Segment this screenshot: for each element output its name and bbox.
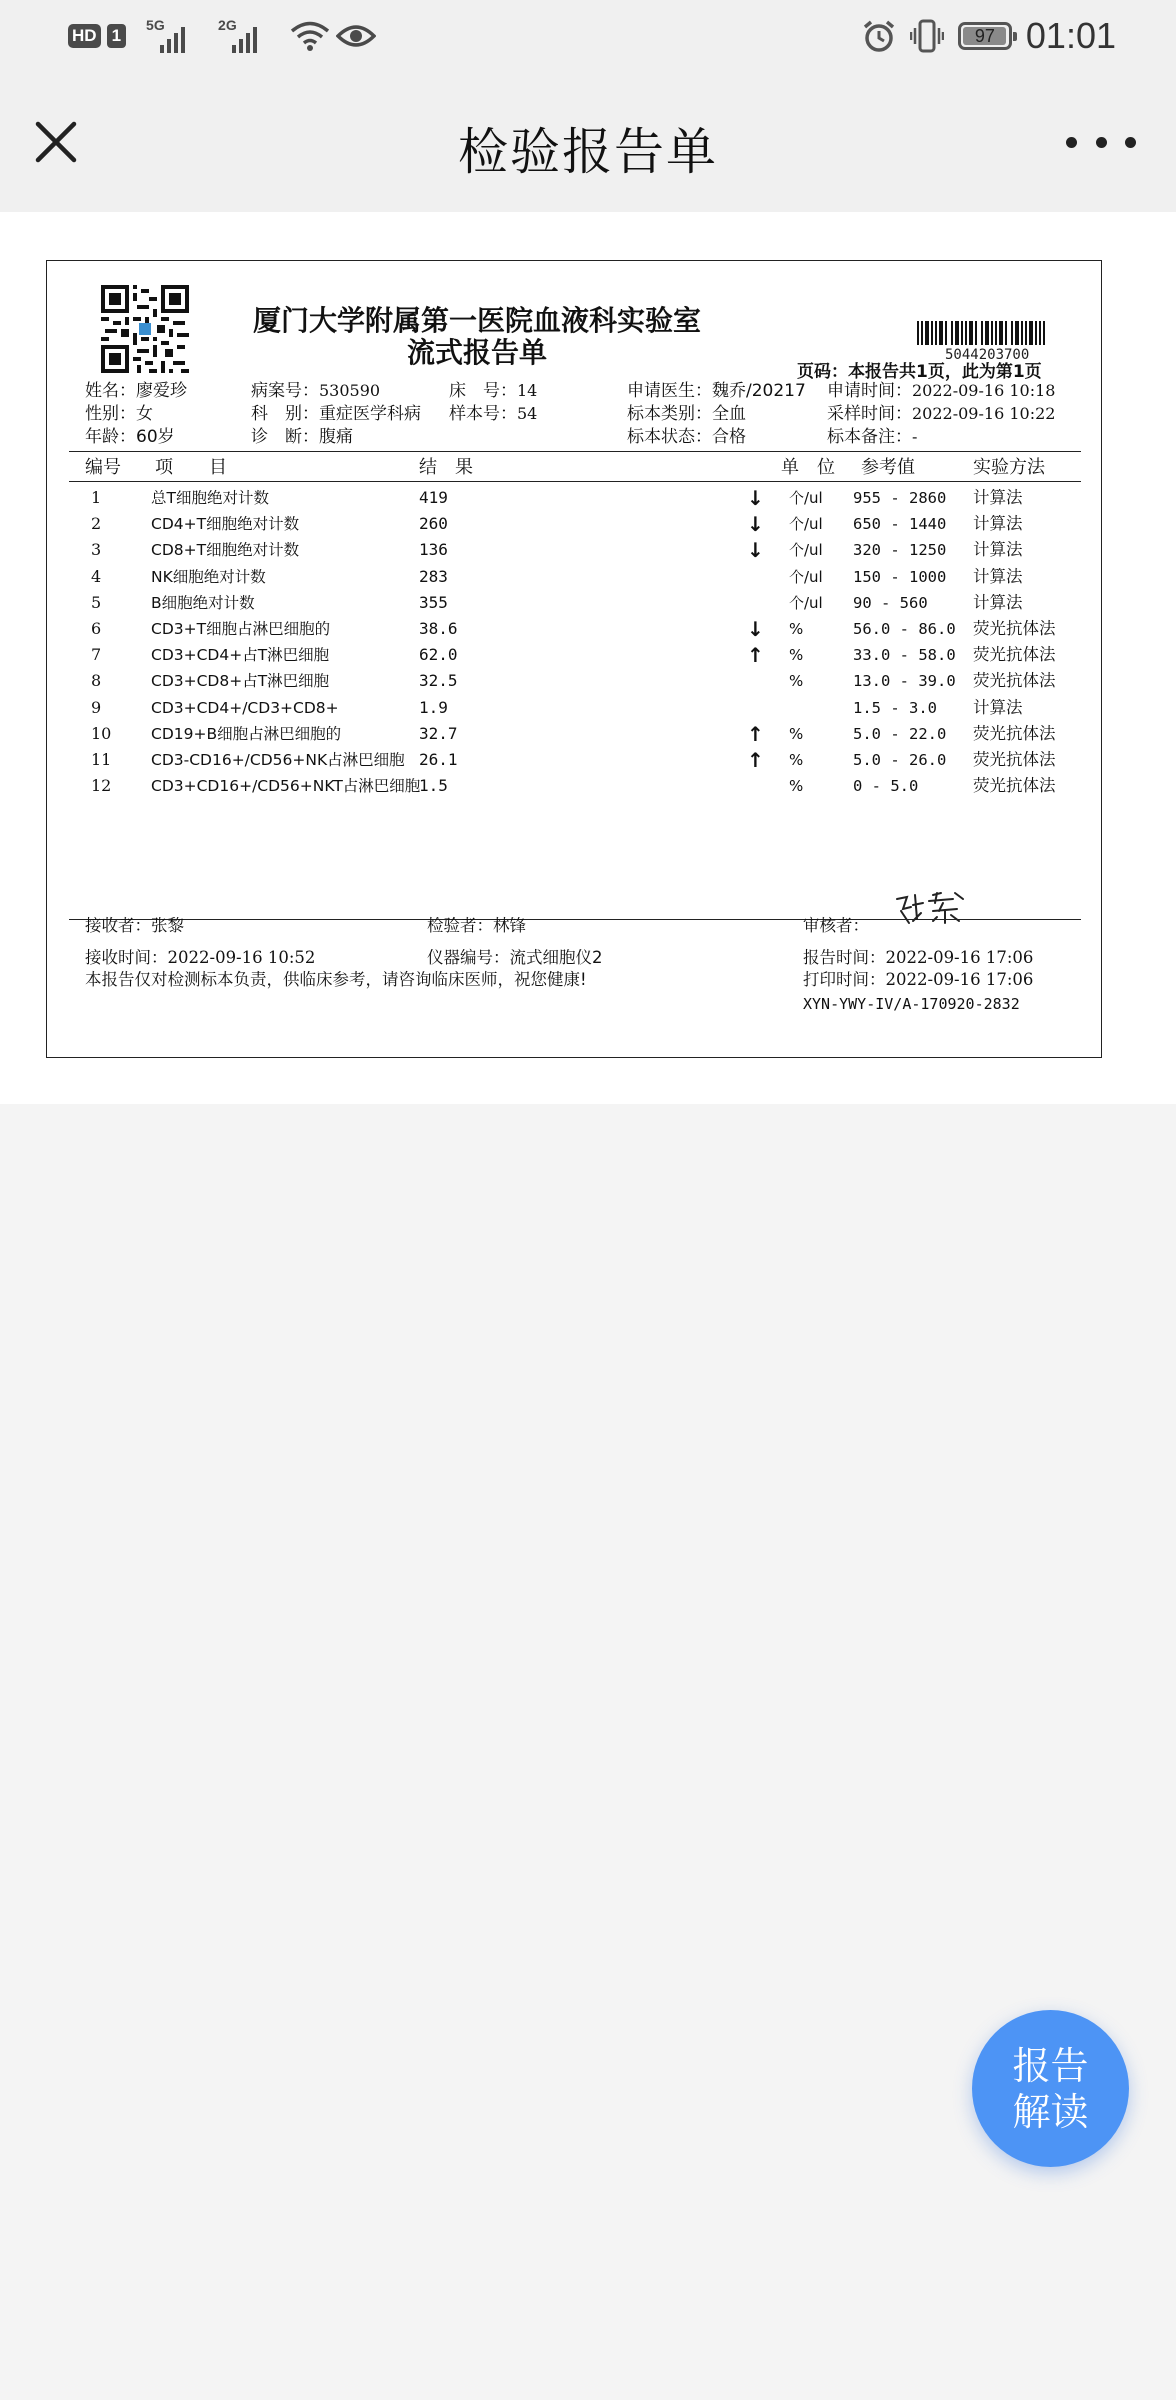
row-item: 总T细胞绝对计数	[151, 489, 269, 507]
requesting-doctor: 申请医生：魏乔/20217	[627, 381, 806, 401]
row-result: 32.5	[419, 671, 458, 690]
row-no: 6	[91, 619, 102, 638]
col-header-method: 实验方法	[973, 457, 1045, 478]
row-result: 355	[419, 593, 448, 612]
row-result: 419	[419, 488, 448, 507]
row-method: 荧光抗体法	[973, 619, 1056, 638]
col-header-unit: 单 位	[781, 457, 835, 478]
signal-5g-label: 5G	[146, 17, 165, 33]
patient-sex: 性别：女	[85, 404, 153, 424]
row-result: 1.5	[419, 776, 448, 795]
row-item: CD3+CD8+占T淋巴细胞	[151, 672, 330, 690]
row-item: CD3+CD4+/CD3+CD8+	[151, 699, 339, 717]
row-result: 26.1	[419, 750, 458, 769]
row-method: 计算法	[973, 540, 1023, 559]
table-row	[47, 747, 1103, 773]
row-method: 荧光抗体法	[973, 750, 1056, 769]
row-no: 4	[91, 567, 102, 586]
row-ref: 0 - 5.0	[853, 777, 919, 795]
row-ref: 33.0 - 58.0	[853, 646, 956, 664]
row-ref: 1.5 - 3.0	[853, 699, 937, 717]
row-result: 136	[419, 540, 448, 559]
page-info: 页码：本报告共1页，此为第1页	[797, 362, 1042, 382]
fab-label-line2: 解读	[1012, 2089, 1089, 2134]
row-flag: ↑	[747, 722, 764, 746]
row-item: CD3+CD4+占T淋巴细胞	[151, 646, 330, 664]
row-unit: %	[789, 646, 804, 664]
signal-2g-icon	[218, 19, 276, 53]
col-header-item: 项 目	[155, 457, 227, 478]
row-result: 1.9	[419, 698, 448, 717]
row-ref: 5.0 - 22.0	[853, 725, 947, 743]
row-unit: 个/ul	[789, 489, 823, 507]
table-row	[47, 642, 1103, 668]
table-row	[47, 537, 1103, 563]
row-unit: %	[789, 777, 804, 795]
row-method: 荧光抗体法	[973, 671, 1056, 690]
row-method: 计算法	[973, 488, 1023, 507]
signal-2g-label: 2G	[218, 17, 237, 33]
row-unit: 个/ul	[789, 541, 823, 559]
wifi-icon	[290, 20, 330, 52]
more-options-icon[interactable]	[1066, 122, 1136, 162]
row-item: CD19+B细胞占淋巴细胞的	[151, 725, 342, 743]
hospital-name: 厦门大学附属第一医院血液科实验室	[252, 304, 701, 337]
reviewer-signature	[893, 889, 977, 925]
report-interpretation-button[interactable]	[972, 2010, 1129, 2167]
row-result: 283	[419, 567, 448, 586]
hd-badge: HD	[68, 24, 101, 48]
col-header-ref: 参考值	[861, 457, 915, 478]
row-unit: 个/ul	[789, 515, 823, 533]
row-result: 32.7	[419, 724, 458, 743]
barcode-icon	[917, 321, 1045, 345]
table-row	[47, 668, 1103, 694]
nav-bar	[0, 72, 1176, 212]
row-ref: 90 - 560	[853, 594, 928, 612]
row-unit: 个/ul	[789, 568, 823, 586]
divider	[69, 451, 1081, 452]
col-header-no: 编号	[85, 457, 121, 478]
row-item: CD8+T细胞绝对计数	[151, 541, 300, 559]
row-flag: ↓	[747, 538, 764, 562]
row-flag: ↓	[747, 486, 764, 510]
row-no: 9	[91, 698, 102, 717]
signal-5g-icon	[146, 19, 204, 53]
specimen-status: 标本状态：合格	[627, 427, 746, 447]
row-item: NK细胞绝对计数	[151, 568, 266, 586]
row-method: 荧光抗体法	[973, 776, 1056, 795]
table-row	[47, 564, 1103, 590]
disclaimer: 本报告仅对检测标本负责，供临床参考，请咨询临床医师，祝您健康!	[85, 970, 587, 989]
alarm-icon	[862, 19, 896, 53]
row-unit: %	[789, 620, 804, 638]
barcode-number: 5044203700	[945, 347, 1030, 363]
row-method: 计算法	[973, 514, 1023, 533]
row-no: 8	[91, 671, 102, 690]
table-row	[47, 773, 1103, 799]
specimen-type: 标本类别：全血	[627, 404, 746, 424]
vibrate-icon	[910, 18, 944, 54]
document-code: XYN-YWY-IV/A-170920-2832	[803, 995, 1020, 1013]
case-number: 病案号：530590	[251, 381, 381, 401]
row-no: 3	[91, 540, 102, 559]
row-unit: 个/ul	[789, 594, 823, 612]
battery-icon	[958, 22, 1012, 50]
row-flag: ↑	[747, 748, 764, 772]
bed-number: 床 号：14	[449, 381, 538, 401]
table-row	[47, 511, 1103, 537]
battery-percent: 97	[974, 25, 995, 46]
sim-badge: 1	[107, 24, 126, 48]
row-ref: 56.0 - 86.0	[853, 620, 956, 638]
qr-code-icon	[101, 285, 189, 373]
department: 科 别：重症医学科病	[251, 404, 421, 424]
report-form-title: 流式报告单	[406, 336, 547, 369]
print-time: 打印时间：2022-09-16 17:06	[803, 970, 1034, 989]
divider	[69, 481, 1081, 482]
table-row	[47, 721, 1103, 747]
row-method: 计算法	[973, 593, 1023, 612]
table-row	[47, 695, 1103, 721]
row-flag: ↑	[747, 643, 764, 667]
report-time: 报告时间：2022-09-16 17:06	[803, 948, 1034, 967]
page-title: 检验报告单	[458, 123, 718, 181]
patient-name: 姓名：廖爱珍	[85, 381, 187, 401]
table-row	[47, 485, 1103, 511]
instrument-number: 仪器编号：流式细胞仪2	[427, 948, 603, 967]
row-result: 260	[419, 514, 448, 533]
specimen-remark: 标本备注：-	[827, 427, 918, 447]
row-item: CD3+CD16+/CD56+NKT占淋巴细胞	[151, 777, 421, 795]
row-unit: %	[789, 751, 804, 769]
row-unit: %	[789, 725, 804, 743]
receive-time: 接收时间：2022-09-16 10:52	[85, 948, 316, 967]
eye-icon	[336, 22, 376, 50]
report-viewer[interactable]	[0, 212, 1176, 1104]
row-ref: 650 - 1440	[853, 515, 947, 533]
tester: 检验者：林锋	[427, 916, 526, 935]
row-no: 1	[91, 488, 102, 507]
row-ref: 13.0 - 39.0	[853, 672, 956, 690]
receiver: 接收者：张黎	[85, 916, 184, 935]
row-no: 11	[91, 750, 112, 769]
collect-time: 采样时间：2022-09-16 10:22	[827, 404, 1056, 424]
report-document	[46, 260, 1102, 1058]
row-no: 7	[91, 645, 102, 664]
row-item: B细胞绝对计数	[151, 594, 255, 612]
row-ref: 955 - 2860	[853, 489, 947, 507]
row-result: 62.0	[419, 645, 458, 664]
reviewer: 审核者：	[803, 916, 869, 935]
row-method: 荧光抗体法	[973, 645, 1056, 664]
row-ref: 150 - 1000	[853, 568, 947, 586]
row-item: CD4+T细胞绝对计数	[151, 515, 300, 533]
row-no: 12	[91, 776, 112, 795]
apply-time: 申请时间：2022-09-16 10:18	[827, 381, 1056, 401]
row-result: 38.6	[419, 619, 458, 638]
row-method: 计算法	[973, 567, 1023, 586]
col-header-result: 结 果	[419, 457, 473, 478]
table-row	[47, 616, 1103, 642]
fab-label-line1: 报告	[1012, 2043, 1089, 2088]
table-row	[47, 590, 1103, 616]
patient-age: 年龄：60岁	[85, 427, 175, 447]
clock: 01:01	[1025, 15, 1116, 56]
row-unit: %	[789, 672, 804, 690]
row-ref: 320 - 1250	[853, 541, 947, 559]
row-method: 计算法	[973, 698, 1023, 717]
row-method: 荧光抗体法	[973, 724, 1056, 743]
row-item: CD3+T细胞占淋巴细胞的	[151, 620, 331, 638]
row-item: CD3-CD16+/CD56+NK占淋巴细胞	[151, 751, 405, 769]
row-no: 5	[91, 593, 102, 612]
row-ref: 5.0 - 26.0	[853, 751, 947, 769]
row-no: 2	[91, 514, 102, 533]
sample-number: 样本号：54	[449, 404, 538, 424]
status-bar	[0, 0, 1176, 72]
row-flag: ↓	[747, 617, 764, 641]
row-flag: ↓	[747, 512, 764, 536]
diagnosis: 诊 断：腹痛	[251, 427, 353, 447]
row-no: 10	[91, 724, 112, 743]
